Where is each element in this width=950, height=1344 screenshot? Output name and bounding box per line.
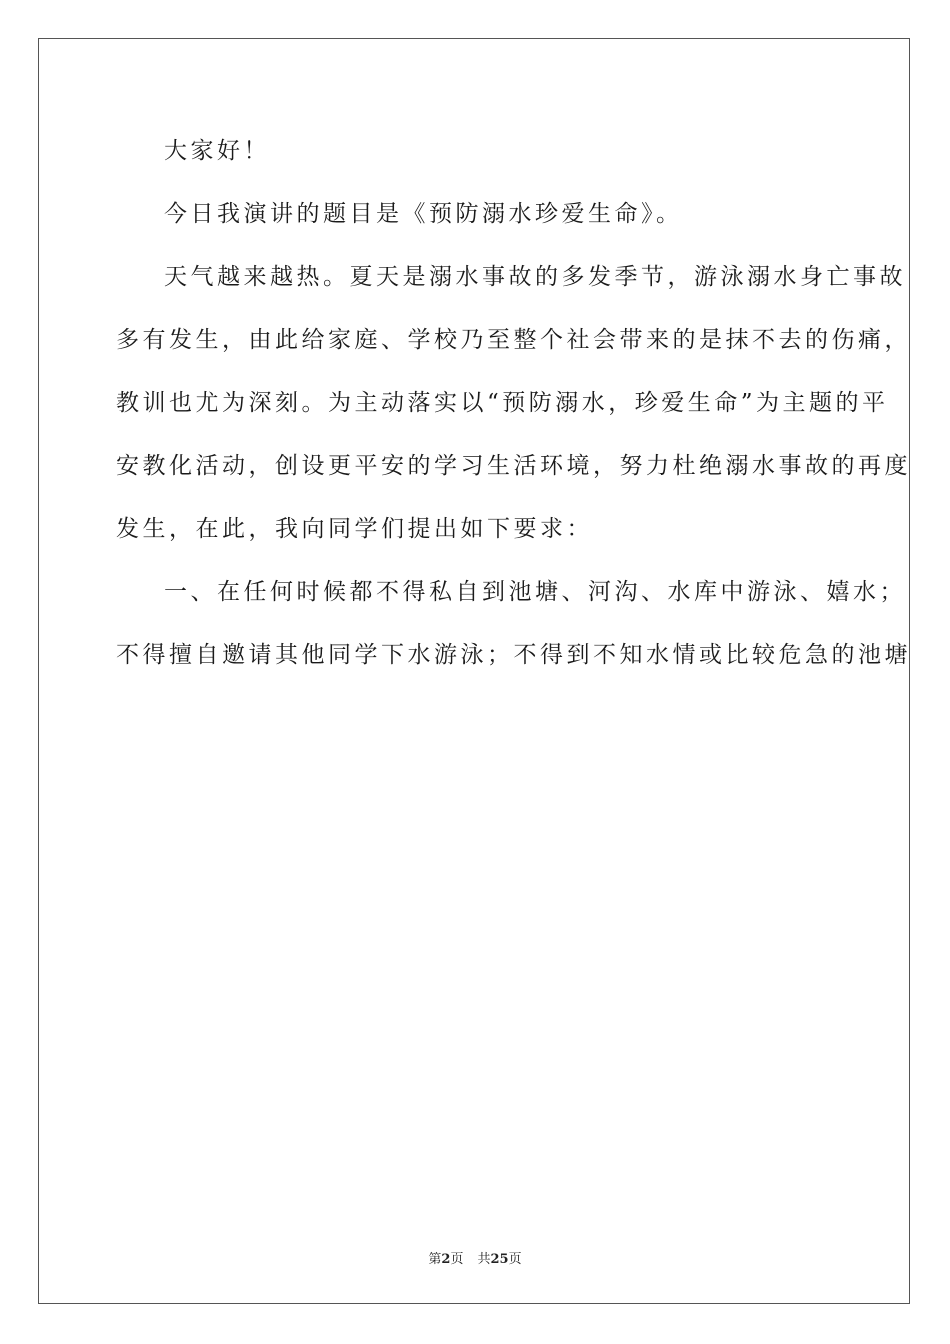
paragraph-line: 天气越来越热。夏天是溺水事故的多发季节，游泳溺水身亡事故 — [164, 264, 906, 290]
topic-line: 今日我演讲的题目是《预防溺水珍爱生命》。 — [164, 201, 683, 227]
page-footer — [0, 1248, 950, 1267]
paragraph-line: 不得擅自邀请其他同学下水游泳；不得到不知水情或比较危急的池塘 — [116, 642, 911, 668]
paragraph-line: 一、在任何时候都不得私自到池塘、河沟、水库中游泳、嬉水； — [164, 579, 906, 605]
page-number: 2 — [441, 1252, 451, 1267]
paragraph-line: 多有发生，由此给家庭、学校乃至整个社会带来的是抹不去的伤痛， — [116, 327, 911, 353]
page-suffix: 页 — [450, 1252, 464, 1267]
paragraph-line: 教训也尤为深刻。为主动落实以“预防溺水，珍爱生命”为主题的平 — [116, 390, 889, 416]
paragraph-line: 安教化活动，创设更平安的学习生活环境，努力杜绝溺水事故的再度 — [116, 453, 911, 479]
total-suffix: 页 — [508, 1252, 522, 1267]
greeting-line: 大家好！ — [164, 138, 270, 164]
total-prefix: 共 — [477, 1252, 491, 1267]
total-pages: 25 — [490, 1252, 509, 1267]
paragraph-line: 发生，在此，我向同学们提出如下要求： — [116, 516, 593, 542]
document-body — [116, 120, 911, 687]
page-prefix: 第 — [428, 1252, 442, 1267]
